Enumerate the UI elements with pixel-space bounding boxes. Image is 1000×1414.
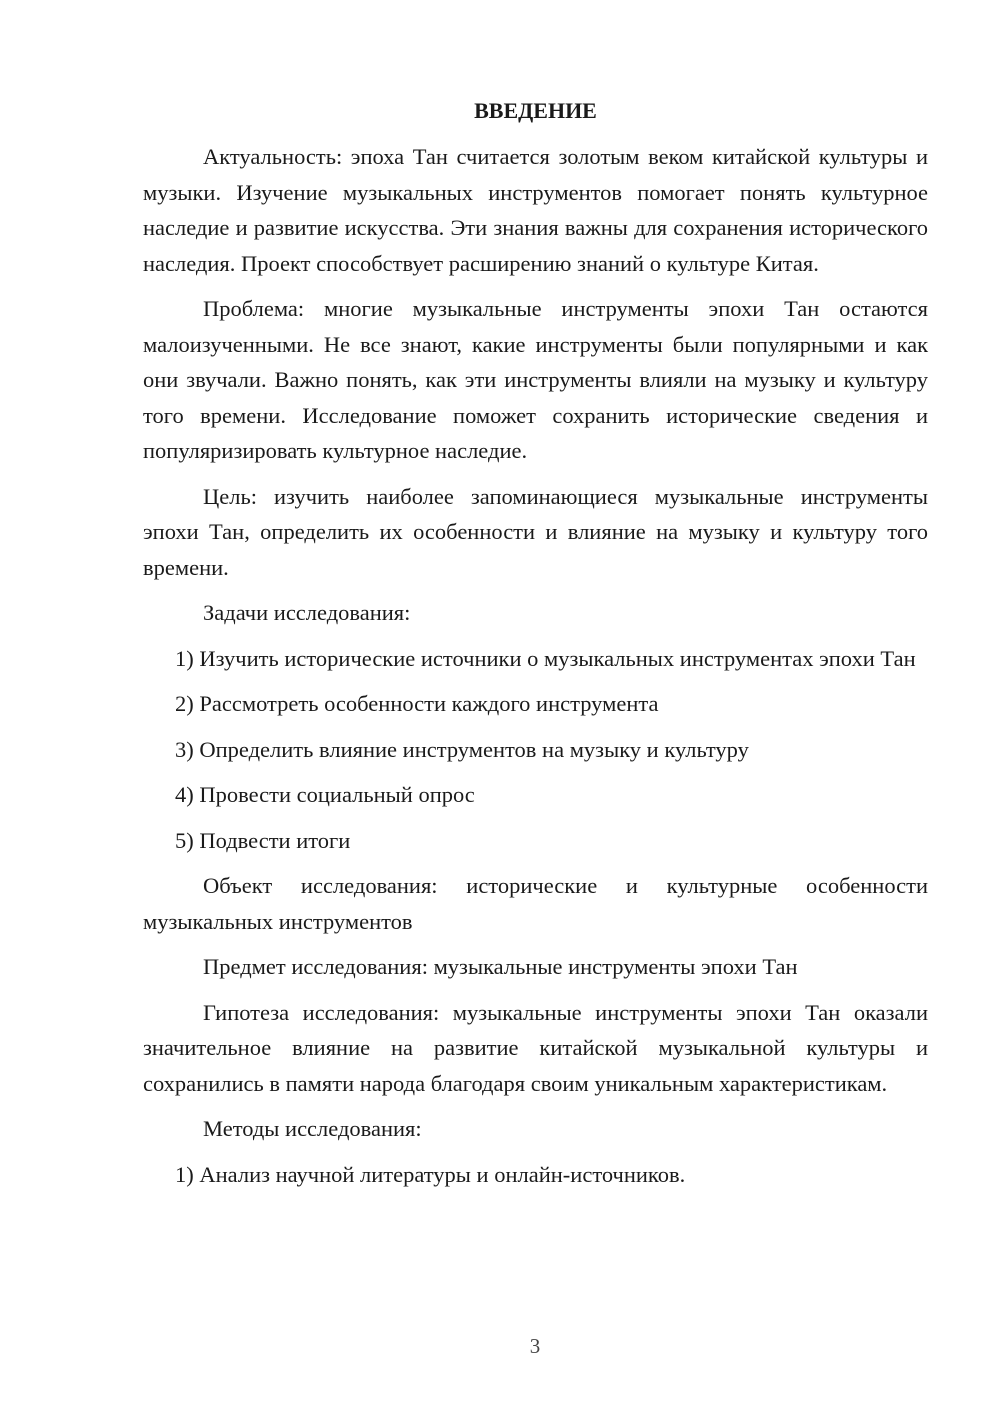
object-paragraph: Объект исследования: исторические и культурные особенности музыкальных инструментов [143,873,928,934]
methods-heading: Методы исследования: [203,1116,422,1141]
task-item: 3) Определить влияние инструментов на музыку и культуру [175,736,749,762]
task-item: 2) Рассмотреть особенности каждого инструмента [175,691,659,716]
page-title: ВВЕДЕНИЕ [474,98,597,123]
method-item: 1) Анализ научной литературы и онлайн-источников. [175,1161,686,1187]
tasks-heading: Задачи исследования: [203,600,411,625]
task-item: 5) Подвести итоги [175,827,351,853]
hypothesis-paragraph: Гипотеза исследования: музыкальные инструменты эпохи Тан оказали значительное влияние на развитие китайской музыкальной культуры и сохранились в памяти народа благодаря своим уникальным характеристикам. [143,999,928,1096]
document-page [143,96,928,1202]
page-number: 3 [529,1334,541,1358]
subject-paragraph: Предмет исследования: музыкальные инструменты эпохи Тан [203,954,798,979]
problem-paragraph: Проблема: многие музыкальные инструменты эпохи Тан остаются малоизученными. Не все знают, какие инструменты были популярными и как они звучали. Важно понять, как эти инструменты влияли на музыку и культуру того времени. Исследование поможет сохранить исторические сведения и популяризировать культурное наследие. [143,296,928,463]
task-item: 1) Изучить исторические источники о музыкальных инструментах эпохи Тан [175,645,916,671]
relevance-paragraph: Актуальность: эпоха Тан считается золотым веком китайской культуры и музыки. Изучение музыкальных инструментов помогает понять культурное наследие и развитие искусства. Эти знания важны для сохранения исторического наследия. Проект способствует расширению знаний о культуре Китая. [143,144,928,276]
goal-paragraph: Цель: изучить наиболее запоминающиеся музыкальные инструменты эпохи Тан, определить их особенности и влияние на музыку и культуру того времени. [143,483,928,580]
task-item: 4) Провести социальный опрос [175,782,475,807]
